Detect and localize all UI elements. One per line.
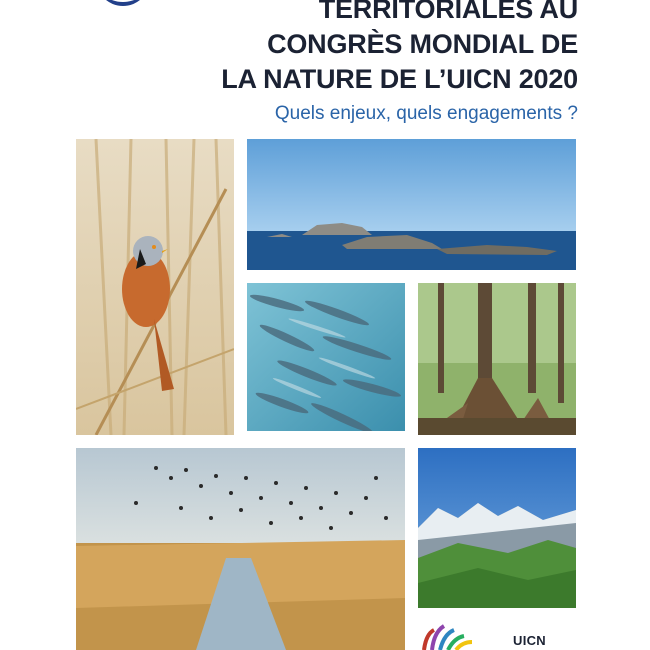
- uicn-logo-icon: [418, 620, 490, 650]
- photo-barracuda-school: [247, 283, 405, 431]
- photo-forest-roots: [418, 283, 576, 435]
- top-logo-fragment: [96, 0, 150, 6]
- title-line-3: LA NATURE DE L’UICN 2020: [221, 64, 578, 94]
- subtitle: Quels enjeux, quels engagements ?: [274, 103, 578, 124]
- photo-mountains: [418, 448, 576, 608]
- title-line-1: TERRITORIALES AU: [318, 0, 578, 24]
- photo-wetland-birds: [76, 448, 405, 650]
- title-block: [221, 0, 578, 97]
- photo-bird-reeds: [76, 139, 234, 435]
- photo-islands-sea: [247, 139, 576, 270]
- title-line-2: CONGRÈS MONDIAL DE: [267, 29, 578, 59]
- uicn-logo-text: UICN: [513, 633, 546, 648]
